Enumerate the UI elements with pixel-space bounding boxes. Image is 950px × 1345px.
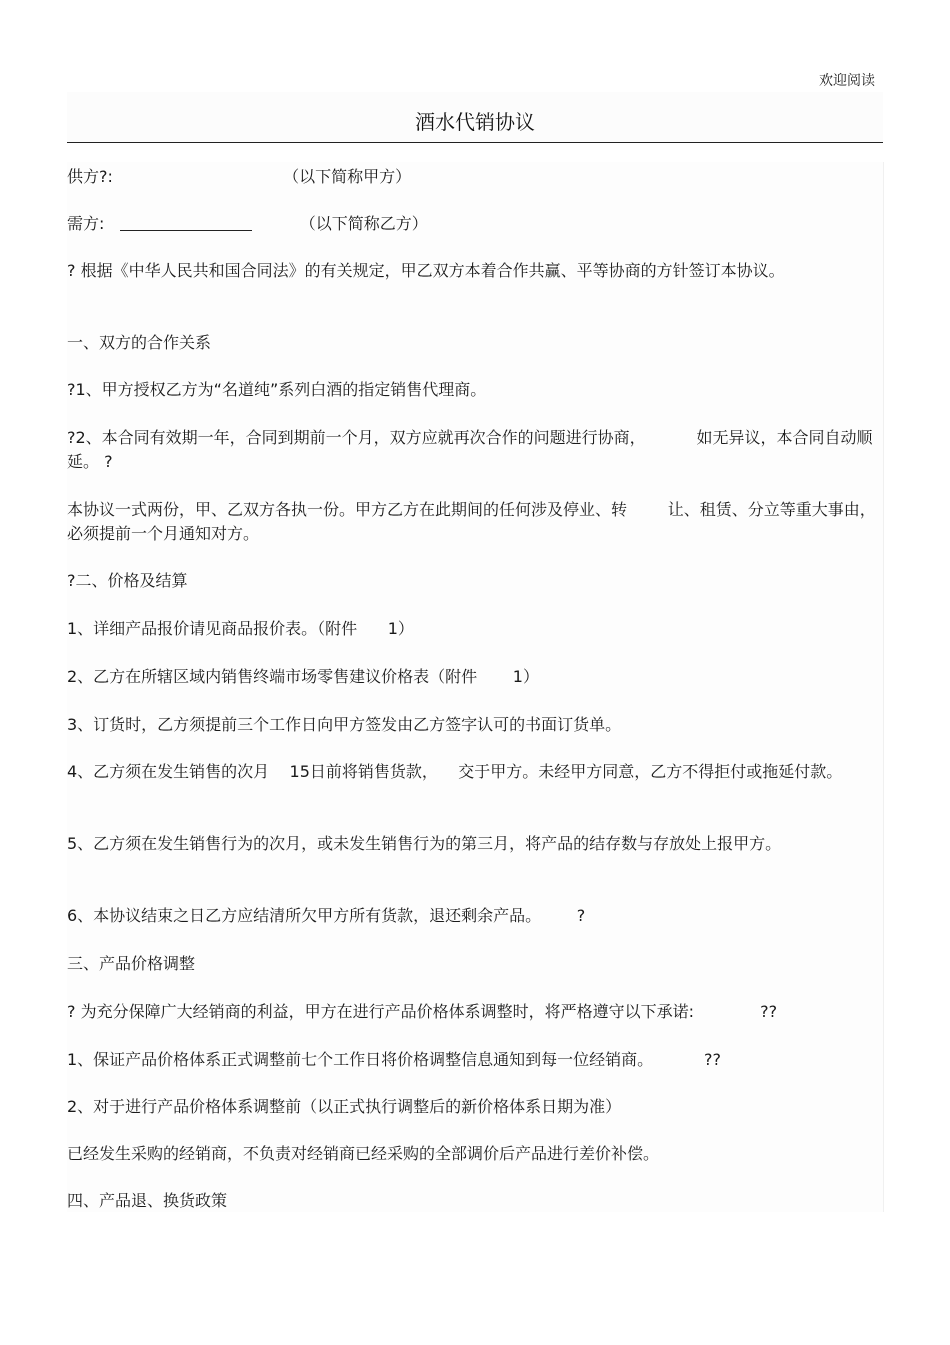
supplier-label: 供方?: (67, 167, 113, 186)
buyer-blank (120, 216, 252, 231)
document-body (67, 162, 884, 1212)
supplier-suffix: （以下简称甲方） (283, 167, 412, 186)
supplier-line (67, 165, 411, 189)
clause-2-5: 5、乙方须在发生销售行为的次月，或未发生销售行为的第三月，将产品的结存数与存放处上报甲方。 (67, 834, 782, 853)
clause-3-intro: ? 为充分保障广大经销商的利益，甲方在进行产品价格体系调整时，将严格遵守以下承诺: ?? (67, 1002, 778, 1021)
document-title: 酒水代销协议 (415, 110, 535, 134)
buyer-label: 需方: (67, 214, 105, 233)
header-note: 欢迎阅读 (819, 73, 875, 89)
clause-2-4: 4、乙方须在发生销售的次月 15日前将销售货款， 交于甲方。未经甲方同意，乙方不得拒付或拖延付款。 (67, 762, 843, 781)
clause-1-2: ?2、本合同有效期一年，合同到期前一个月，双方应就再次合作的问题进行协商， 如无异议，本合同自动顺延。 ? (67, 428, 873, 471)
clause-2-6: 6、本协议结束之日乙方应结清所欠甲方所有货款，退还剩余产品。 ? (67, 906, 586, 925)
clause-2-2: 2、乙方在所辖区域内销售终端市场零售建议价格表（附件 1） (67, 667, 539, 686)
title-box (67, 92, 883, 143)
clause-2-1: 1、详细产品报价请见商品报价表。（附件 1） (67, 619, 414, 638)
buyer-suffix: （以下简称乙方） (299, 214, 428, 233)
intro-paragraph: ? 根据《中华人民共和国合同法》的有关规定，甲乙双方本着合作共赢、平等协商的方针签订本协议。 (67, 261, 785, 280)
clause-1-1: ?1、甲方授权乙方为“名道纯”系列白酒的指定销售代理商。 (67, 380, 487, 399)
section-3-heading: 三、产品价格调整 (67, 954, 196, 973)
section-4-heading: 四、产品退、换货政策 (67, 1191, 228, 1210)
clause-2-3: 3、订货时，乙方须提前三个工作日向甲方签发由乙方签字认可的书面订货单。 (67, 715, 622, 734)
section-1-heading: 一、双方的合作关系 (67, 333, 212, 352)
section-2-heading: ?二、价格及结算 (67, 571, 188, 590)
clause-3-3: 已经发生采购的经销商，不负责对经销商已经采购的全部调价后产品进行差价补偿。 (67, 1144, 660, 1163)
buyer-line (67, 212, 428, 236)
clause-3-1: 1、保证产品价格体系正式调整前七个工作日将价格调整信息通知到每一位经销商。 ?? (67, 1050, 722, 1069)
clause-3-2: 2、对于进行产品价格体系调整前（以正式执行调整后的新价格体系日期为准） (67, 1097, 622, 1116)
clause-1-3: 本协议一式两份，甲、乙双方各执一份。甲方乙方在此期间的任何涉及停业、转 让、租赁、分立等重大事由，必须提前一个月通知对方。 (67, 500, 876, 543)
